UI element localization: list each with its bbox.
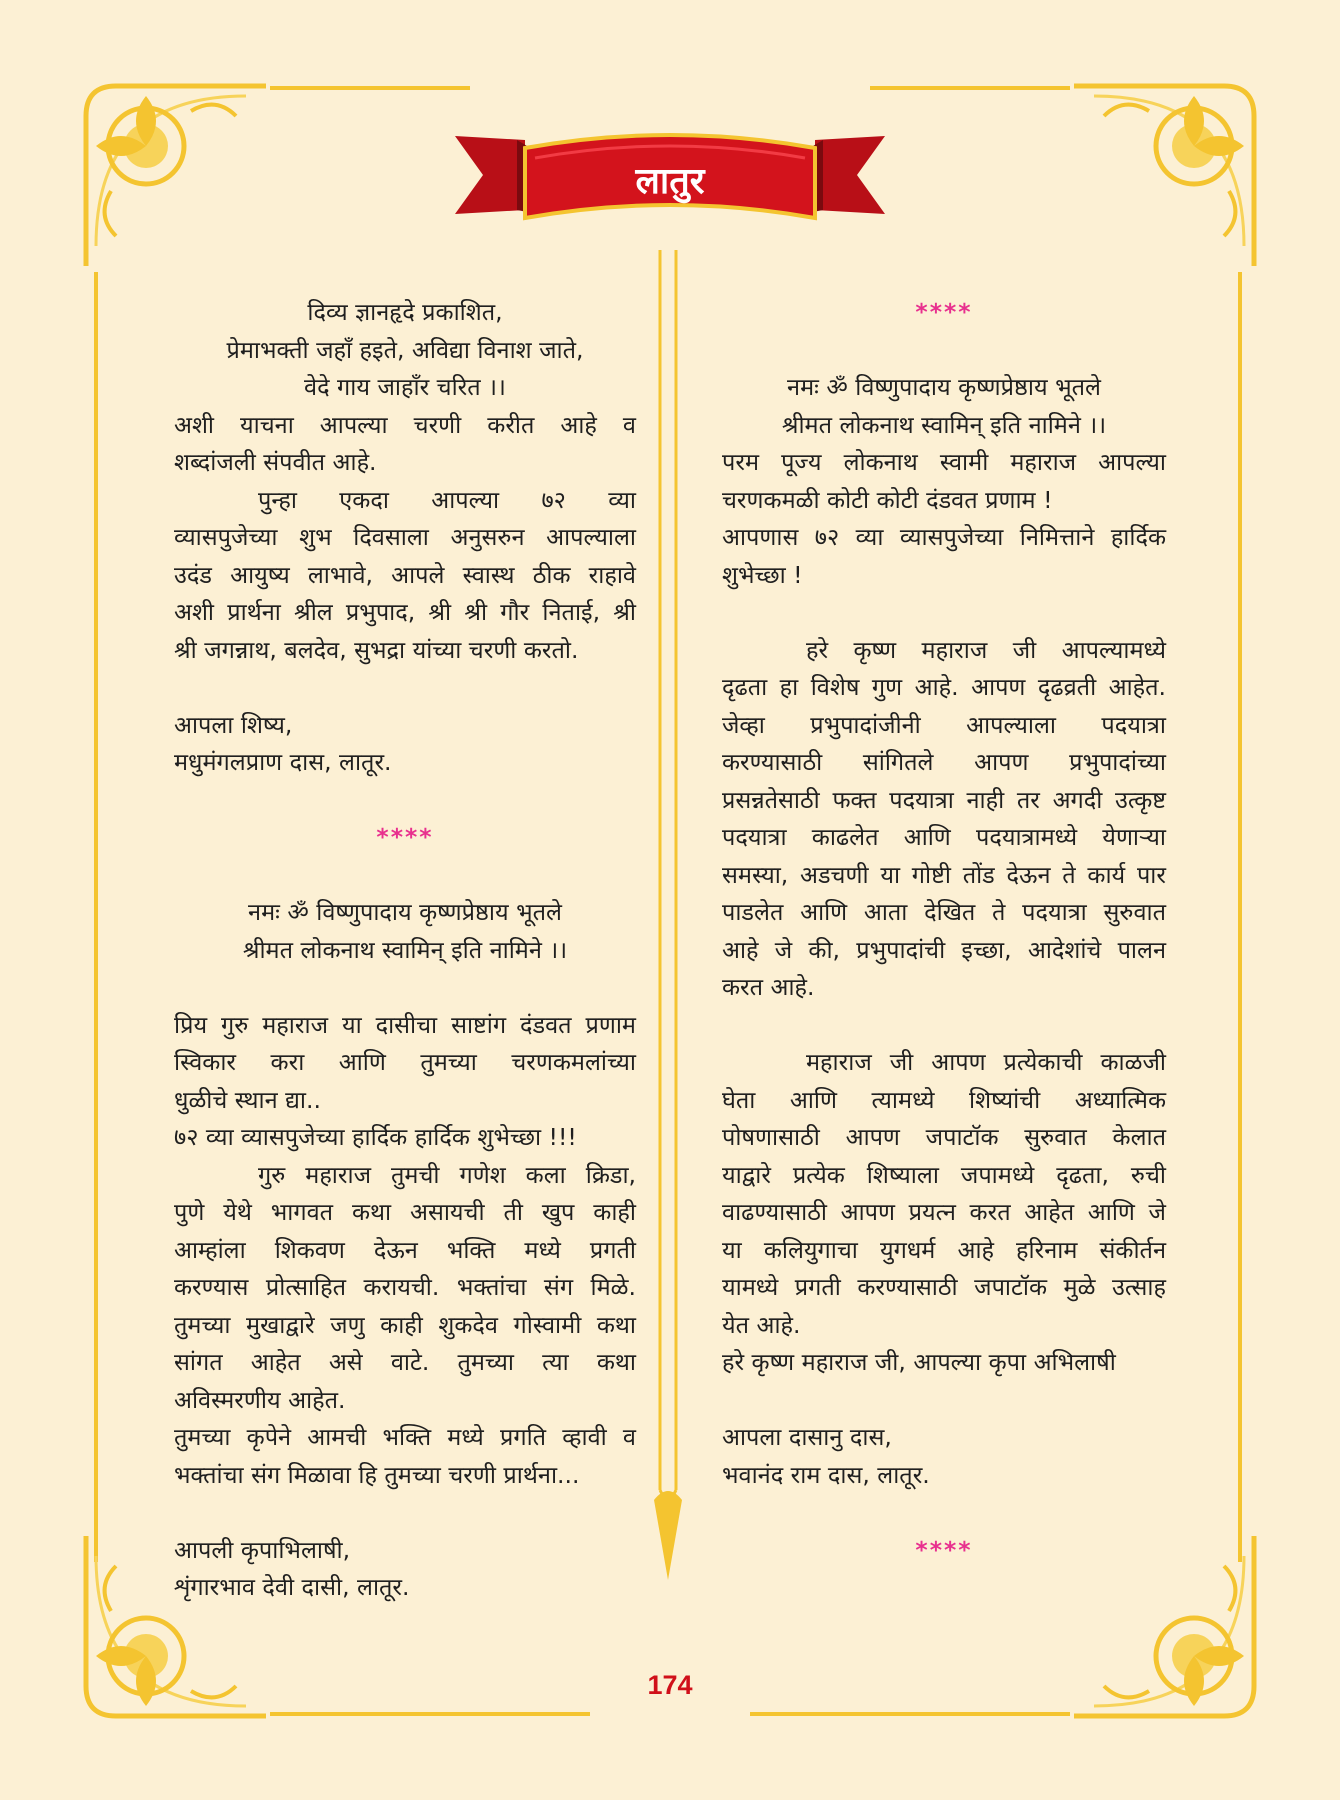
text-line: पुणे येथे भागवत कथा असायची ती खुप काही: [174, 1198, 636, 1226]
verse-line: नमः ॐ विष्णुपादाय कृष्णप्रेष्ठाय भूतले: [787, 373, 1101, 401]
text-line: धुळीचे स्थान द्या..: [174, 1085, 321, 1114]
text-line: आम्हांला शिकवण देऊन भक्ति मध्ये प्रगती: [174, 1235, 636, 1264]
text-line: याद्वारे प्रत्येक शिष्याला जपामध्ये दृढता, रुची: [722, 1160, 1166, 1189]
page-title: लातुर: [635, 161, 705, 202]
text-line: अविस्मरणीय आहेत.: [174, 1385, 346, 1414]
text-line: पाडलेत आणि आता देखित ते पदयात्रा सुरुवात: [722, 898, 1166, 926]
text-line: शुभेच्छा !: [722, 560, 803, 589]
page-number: 174: [647, 1670, 693, 1700]
signature-line: आपला दासानु दास,: [722, 1423, 892, 1451]
text-line: अशी प्रार्थना श्रील प्रभुपाद, श्री श्री गौर निताई, श्री: [174, 598, 636, 626]
top-border-right: [870, 86, 1070, 90]
text-line: परम पूज्य लोकनाथ स्वामी महाराज आपल्या: [722, 448, 1166, 476]
text-line: उदंड आयुष्य लाभावे, आपले स्वास्थ ठीक राहावे: [174, 560, 636, 589]
text-line: यामध्ये प्रगती करण्यासाठी जपाटॉक मुळे उत्साह: [722, 1273, 1166, 1301]
text-line: तुमच्या कृपेने आमची भक्ति मध्ये प्रगति व्हावी व: [174, 1423, 636, 1451]
text-line: महाराज जी आपण प्रत्येकाची काळजी: [806, 1048, 1166, 1076]
bottom-border-right: [750, 1712, 1070, 1716]
text-line: प्रिय गुरु महाराज या दासीचा साष्टांग दंडवत प्रणाम: [174, 1010, 636, 1039]
text-line: अशी याचना आपल्या चरणी करीत आहे व: [174, 410, 636, 439]
text-line: चरणकमळी कोटी कोटी दंडवत प्रणाम !: [722, 485, 1053, 514]
text-line: भक्तांचा संग मिळावा हि तुमच्या चरणी प्रार्थना...: [174, 1460, 580, 1489]
text-line: पुन्हा एकदा आपल्या ७२ व्या: [258, 485, 636, 514]
text-line: व्यासपुजेच्या शुभ दिवसाला अनुसरुन आपल्याला: [174, 523, 636, 551]
signature-line: आपला शिष्य,: [174, 710, 293, 739]
text-line: शब्दांजली संपवीत आहे.: [174, 448, 377, 476]
bottom-border-left: [270, 1712, 590, 1716]
top-border-left: [270, 86, 470, 90]
text-line: तुमच्या मुखाद्वारे जणु काही शुकदेव गोस्वामी कथा: [174, 1310, 636, 1339]
column-divider: [648, 250, 688, 1590]
signature-line: भवानंद राम दास, लातूर.: [722, 1460, 930, 1489]
text-line: करण्यासाठी सांगितले आपण प्रभुपादांच्या: [722, 748, 1166, 776]
verse-line: श्रीमत लोकनाथ स्वामिन् इति नामिने ।।: [242, 935, 568, 964]
verse-line: नमः ॐ विष्णुपादाय कृष्णप्रेष्ठाय भूतले: [248, 898, 562, 926]
corner-ornament-top-right-icon: [1064, 76, 1264, 276]
text-line: करण्यास प्रोत्साहित करायची. भक्तांचा संग मिळे.: [174, 1273, 636, 1301]
section-separator: ****: [915, 298, 973, 326]
text-line: हरे कृष्ण महाराज जी, आपल्या कृपा अभिलाषी: [722, 1348, 1116, 1376]
section-separator: ****: [376, 823, 434, 851]
text-line: येत आहे.: [722, 1310, 801, 1339]
text-line: घेता आणि त्यामध्ये शिष्यांची अध्यात्मिक: [722, 1085, 1166, 1114]
text-line: प्रसन्नतेसाठी फक्त पदयात्रा नाही तर अगदी उत्कृष्ट: [722, 785, 1166, 814]
section-separator: ****: [915, 1535, 973, 1564]
verse-line: दिव्य ज्ञानहृदे प्रकाशित,: [307, 298, 503, 326]
text-line: आपणास ७२ व्या व्यासपुजेच्या निमित्ताने हार्दिक: [722, 523, 1166, 551]
text-line: करत आहे.: [722, 973, 815, 1001]
left-column: [174, 294, 636, 1607]
text-line: दृढता हा विशेष गुण आहे. आपण दृढव्रती आहेत.: [722, 673, 1166, 701]
right-column: [722, 294, 1166, 1569]
signature-line: आपली कृपाभिलाषी,: [174, 1535, 351, 1564]
verse-line: वेदे गाय जाहाँर चरित ।।: [304, 373, 506, 401]
verse-line: श्रीमत लोकनाथ स्वामिन् इति नामिने ।।: [781, 410, 1107, 439]
text-line: ७२ व्या व्यासपुजेच्या हार्दिक हार्दिक शुभेच्छा !!!: [174, 1123, 577, 1151]
corner-ornament-top-left-icon: [76, 76, 276, 276]
text-line: समस्या, अडचणी या गोष्टी तोंड देऊन ते कार्य पार: [722, 860, 1166, 889]
text-line: वाढण्यासाठी आपण प्रयत्न करत आहेत आणि जे: [722, 1198, 1166, 1226]
signature-line: मधुमंगलप्राण दास, लातूर.: [174, 748, 392, 776]
text-line: स्विकार करा आणि तुमच्या चरणकमलांच्या: [174, 1048, 636, 1076]
signature-line: शृंगारभाव देवी दासी, लातूर.: [174, 1573, 410, 1601]
text-line: पोषणासाठी आपण जपाटॉक सुरुवात केलात: [722, 1123, 1166, 1151]
text-line: गुरु महाराज तुमची गणेश कला क्रिडा,: [258, 1160, 636, 1189]
text-line: आहे जे की, प्रभुपादांची इच्छा, आदेशांचे पालन: [722, 935, 1166, 964]
verse-line: प्रेमाभक्ती जहाँ हइते, अविद्या विनाश जाते,: [226, 335, 584, 364]
text-line: या कलियुगाचा युगधर्म आहे हरिनाम संकीर्तन: [722, 1235, 1166, 1264]
text-line: पदयात्रा काढलेत आणि पदयात्रामध्ये येणाऱ्या: [722, 823, 1166, 851]
text-line: जेव्हा प्रभुपादांजीनी आपल्याला पदयात्रा: [722, 710, 1166, 739]
text-line: हरे कृष्ण महाराज जी आपल्यामध्ये: [806, 635, 1166, 664]
text-line: सांगत आहेत असे वाटे. तुमच्या त्या कथा: [174, 1348, 636, 1376]
text-line: श्री जगन्नाथ, बलदेव, सुभद्रा यांच्या चरणी करतो.: [174, 635, 579, 664]
